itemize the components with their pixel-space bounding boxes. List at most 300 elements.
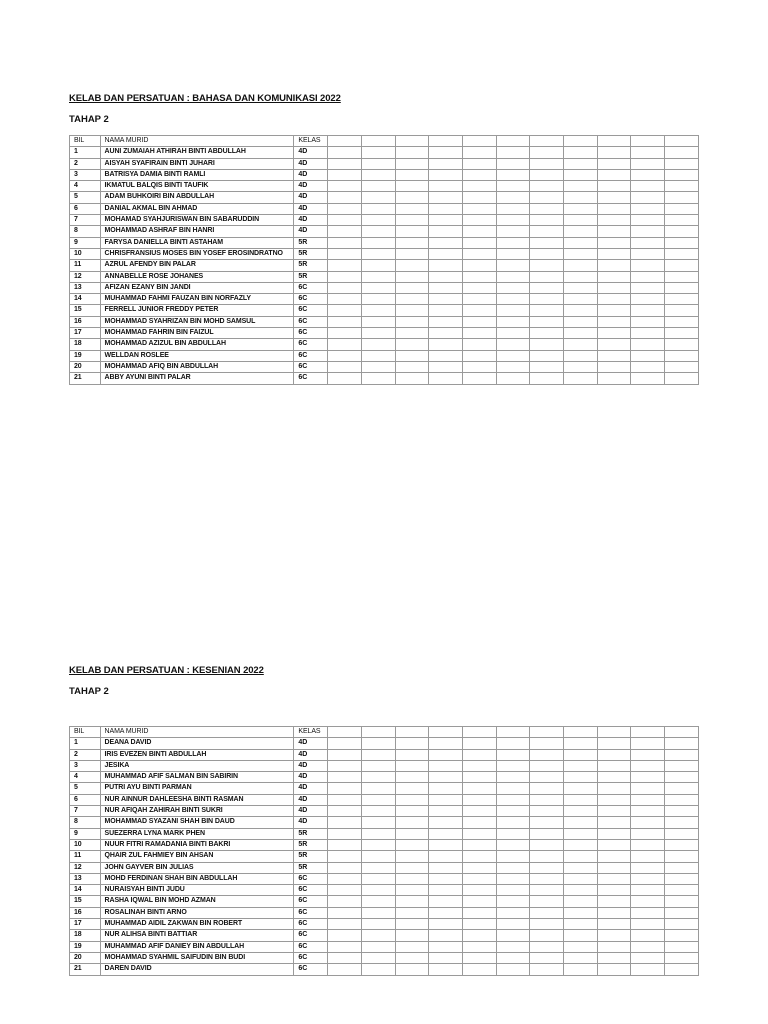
blank-cell xyxy=(496,851,530,862)
blank-cell xyxy=(462,817,496,828)
blank-cell xyxy=(462,248,496,259)
row-bil: 12 xyxy=(70,271,101,282)
blank-cell xyxy=(564,907,598,918)
blank-cell xyxy=(429,930,463,941)
blank-cell xyxy=(361,339,395,350)
blank-cell xyxy=(429,147,463,158)
blank-cell xyxy=(665,328,699,339)
blank-cell xyxy=(665,930,699,941)
blank-cell xyxy=(328,226,362,237)
blank-cell xyxy=(429,237,463,248)
blank-cell xyxy=(631,760,665,771)
blank-cell xyxy=(496,237,530,248)
blank-cell xyxy=(530,147,564,158)
blank-cell xyxy=(631,727,665,738)
blank-cell xyxy=(530,248,564,259)
blank-cell xyxy=(395,885,429,896)
blank-cell xyxy=(462,136,496,147)
blank-cell xyxy=(429,896,463,907)
row-bil: 19 xyxy=(70,941,101,952)
blank-cell xyxy=(328,215,362,226)
blank-cell xyxy=(530,952,564,963)
row-bil: 8 xyxy=(70,817,101,828)
row-bil: 17 xyxy=(70,919,101,930)
blank-cell xyxy=(462,226,496,237)
blank-cell xyxy=(564,896,598,907)
blank-cell xyxy=(496,806,530,817)
blank-cell xyxy=(530,169,564,180)
blank-cell xyxy=(496,828,530,839)
blank-cell xyxy=(597,226,631,237)
blank-cell xyxy=(361,806,395,817)
blank-cell xyxy=(361,361,395,372)
blank-cell xyxy=(429,350,463,361)
table-row xyxy=(70,817,699,828)
row-bil: 17 xyxy=(70,328,101,339)
blank-cell xyxy=(631,271,665,282)
blank-cell xyxy=(564,919,598,930)
row-nama-murid: NUR AINNUR DAHLEESHA BINTI RASMAN xyxy=(100,794,294,805)
blank-cell xyxy=(395,237,429,248)
blank-cell xyxy=(462,828,496,839)
header-row xyxy=(70,727,699,738)
blank-cell xyxy=(395,806,429,817)
table-row xyxy=(70,896,699,907)
blank-cell xyxy=(530,930,564,941)
blank-cell xyxy=(597,806,631,817)
blank-cell xyxy=(530,941,564,952)
row-bil: 12 xyxy=(70,862,101,873)
row-kelas: 4D xyxy=(294,147,328,158)
blank-cell xyxy=(564,828,598,839)
row-kelas: 4D xyxy=(294,783,328,794)
blank-cell xyxy=(462,839,496,850)
blank-cell xyxy=(361,896,395,907)
row-kelas: 4D xyxy=(294,794,328,805)
row-nama-murid: AZRUL AFENDY BIN PALAR xyxy=(100,260,294,271)
blank-cell xyxy=(665,862,699,873)
blank-cell xyxy=(597,271,631,282)
blank-cell xyxy=(429,181,463,192)
blank-cell xyxy=(496,907,530,918)
blank-cell xyxy=(496,271,530,282)
blank-cell xyxy=(462,147,496,158)
table-row xyxy=(70,907,699,918)
blank-cell xyxy=(496,839,530,850)
blank-cell xyxy=(462,964,496,975)
table-row xyxy=(70,294,699,305)
table-row xyxy=(70,361,699,372)
blank-cell xyxy=(597,181,631,192)
blank-cell xyxy=(530,305,564,316)
blank-cell xyxy=(564,237,598,248)
blank-cell xyxy=(530,828,564,839)
blank-cell xyxy=(395,169,429,180)
blank-cell xyxy=(462,215,496,226)
blank-cell xyxy=(328,794,362,805)
blank-cell xyxy=(631,839,665,850)
header-kelas: KELAS xyxy=(294,136,328,147)
blank-cell xyxy=(429,248,463,259)
section-kesenian xyxy=(69,665,699,976)
blank-cell xyxy=(429,373,463,384)
blank-cell xyxy=(429,828,463,839)
table-row xyxy=(70,215,699,226)
table-row xyxy=(70,919,699,930)
blank-cell xyxy=(631,794,665,805)
blank-cell xyxy=(496,339,530,350)
blank-cell xyxy=(361,271,395,282)
section-title: KELAB DAN PERSATUAN : KESENIAN 2022 xyxy=(69,665,264,676)
table-row xyxy=(70,806,699,817)
blank-cell xyxy=(328,203,362,214)
blank-cell xyxy=(395,158,429,169)
blank-cell xyxy=(429,305,463,316)
row-bil: 7 xyxy=(70,806,101,817)
blank-cell xyxy=(530,158,564,169)
blank-cell xyxy=(395,203,429,214)
blank-cell xyxy=(395,294,429,305)
blank-cell xyxy=(328,328,362,339)
row-kelas: 4D xyxy=(294,772,328,783)
blank-cell xyxy=(361,215,395,226)
blank-cell xyxy=(429,794,463,805)
row-bil: 10 xyxy=(70,248,101,259)
blank-cell xyxy=(631,907,665,918)
blank-cell xyxy=(564,248,598,259)
blank-cell xyxy=(597,203,631,214)
blank-cell xyxy=(597,316,631,327)
row-kelas: 6C xyxy=(294,907,328,918)
table-row xyxy=(70,862,699,873)
row-kelas: 5R xyxy=(294,862,328,873)
blank-cell xyxy=(361,305,395,316)
row-nama-murid: MOHAMMAD SYAHMIL SAIFUDIN BIN BUDI xyxy=(100,952,294,963)
blank-cell xyxy=(395,794,429,805)
row-kelas: 6C xyxy=(294,919,328,930)
blank-cell xyxy=(429,941,463,952)
table-row xyxy=(70,328,699,339)
table-row xyxy=(70,851,699,862)
blank-cell xyxy=(395,760,429,771)
blank-cell xyxy=(631,181,665,192)
blank-cell xyxy=(597,727,631,738)
blank-cell xyxy=(631,952,665,963)
row-nama-murid: ABBY AYUNI BINTI PALAR xyxy=(100,373,294,384)
row-bil: 10 xyxy=(70,839,101,850)
blank-cell xyxy=(361,952,395,963)
blank-cell xyxy=(361,181,395,192)
row-nama-murid: ROSALINAH BINTI ARNO xyxy=(100,907,294,918)
table-row xyxy=(70,271,699,282)
blank-cell xyxy=(530,350,564,361)
blank-cell xyxy=(564,316,598,327)
blank-cell xyxy=(631,316,665,327)
blank-cell xyxy=(631,169,665,180)
blank-cell xyxy=(564,783,598,794)
blank-cell xyxy=(462,806,496,817)
row-nama-murid: MUHAMMAD AIDIL ZAKWAN BIN ROBERT xyxy=(100,919,294,930)
blank-cell xyxy=(530,282,564,293)
table-row xyxy=(70,260,699,271)
row-nama-murid: DEANA DAVID xyxy=(100,738,294,749)
table-row xyxy=(70,350,699,361)
blank-cell xyxy=(530,862,564,873)
blank-cell xyxy=(597,749,631,760)
blank-cell xyxy=(597,885,631,896)
blank-cell xyxy=(597,862,631,873)
blank-cell xyxy=(631,896,665,907)
blank-cell xyxy=(496,817,530,828)
row-nama-murid: BATRISYA DAMIA BINTI RAMLI xyxy=(100,169,294,180)
blank-cell xyxy=(361,873,395,884)
blank-cell xyxy=(361,350,395,361)
blank-cell xyxy=(496,203,530,214)
blank-cell xyxy=(328,339,362,350)
blank-cell xyxy=(496,772,530,783)
blank-cell xyxy=(597,294,631,305)
blank-cell xyxy=(665,147,699,158)
blank-cell xyxy=(328,749,362,760)
row-bil: 18 xyxy=(70,339,101,350)
blank-cell xyxy=(665,896,699,907)
blank-cell xyxy=(361,158,395,169)
blank-cell xyxy=(429,839,463,850)
blank-cell xyxy=(462,192,496,203)
row-kelas: 6C xyxy=(294,361,328,372)
blank-cell xyxy=(530,738,564,749)
blank-cell xyxy=(328,806,362,817)
blank-cell xyxy=(462,896,496,907)
blank-cell xyxy=(665,885,699,896)
blank-cell xyxy=(429,316,463,327)
row-nama-murid: SUEZERRA LYNA MARK PHEN xyxy=(100,828,294,839)
blank-cell xyxy=(665,271,699,282)
blank-cell xyxy=(597,260,631,271)
blank-cell xyxy=(328,738,362,749)
blank-cell xyxy=(631,305,665,316)
blank-cell xyxy=(597,192,631,203)
blank-cell xyxy=(361,248,395,259)
blank-cell xyxy=(496,192,530,203)
blank-cell xyxy=(631,203,665,214)
row-bil: 15 xyxy=(70,305,101,316)
blank-cell xyxy=(496,350,530,361)
blank-cell xyxy=(328,839,362,850)
blank-cell xyxy=(564,339,598,350)
row-kelas: 5R xyxy=(294,839,328,850)
blank-cell xyxy=(564,817,598,828)
row-bil: 2 xyxy=(70,749,101,760)
row-kelas: 4D xyxy=(294,749,328,760)
row-kelas: 4D xyxy=(294,203,328,214)
blank-cell xyxy=(462,873,496,884)
blank-cell xyxy=(429,862,463,873)
blank-cell xyxy=(496,294,530,305)
blank-cell xyxy=(530,760,564,771)
blank-cell xyxy=(564,839,598,850)
blank-cell xyxy=(597,828,631,839)
blank-cell xyxy=(496,361,530,372)
row-kelas: 5R xyxy=(294,248,328,259)
blank-cell xyxy=(665,964,699,975)
blank-cell xyxy=(631,237,665,248)
blank-cell xyxy=(597,839,631,850)
row-nama-murid: AFIZAN EZANY BIN JANDI xyxy=(100,282,294,293)
row-kelas: 4D xyxy=(294,806,328,817)
table-row xyxy=(70,828,699,839)
row-nama-murid: NUR ALIHSA BINTI BATTIAR xyxy=(100,930,294,941)
row-bil: 8 xyxy=(70,226,101,237)
header-bil: BIL xyxy=(70,136,101,147)
row-nama-murid: MOHAMAD SYAHJURISWAN BIN SABARUDDIN xyxy=(100,215,294,226)
blank-cell xyxy=(462,169,496,180)
blank-cell xyxy=(462,907,496,918)
row-kelas: 6C xyxy=(294,350,328,361)
blank-cell xyxy=(429,817,463,828)
blank-cell xyxy=(395,181,429,192)
blank-cell xyxy=(631,226,665,237)
blank-cell xyxy=(328,772,362,783)
blank-cell xyxy=(328,760,362,771)
row-bil: 18 xyxy=(70,930,101,941)
blank-cell xyxy=(564,727,598,738)
blank-cell xyxy=(361,203,395,214)
row-kelas: 6C xyxy=(294,294,328,305)
blank-cell xyxy=(665,727,699,738)
blank-cell xyxy=(328,727,362,738)
blank-cell xyxy=(597,952,631,963)
blank-cell xyxy=(597,817,631,828)
blank-cell xyxy=(597,136,631,147)
blank-cell xyxy=(530,794,564,805)
row-kelas: 6C xyxy=(294,316,328,327)
blank-cell xyxy=(328,817,362,828)
blank-cell xyxy=(328,158,362,169)
header-bil: BIL xyxy=(70,727,101,738)
blank-cell xyxy=(496,260,530,271)
blank-cell xyxy=(395,919,429,930)
blank-cell xyxy=(328,248,362,259)
blank-cell xyxy=(530,806,564,817)
student-table xyxy=(69,726,699,976)
row-bil: 1 xyxy=(70,147,101,158)
header-nama-murid: NAMA MURID xyxy=(100,727,294,738)
blank-cell xyxy=(462,237,496,248)
blank-cell xyxy=(631,158,665,169)
row-kelas: 6C xyxy=(294,339,328,350)
table-row xyxy=(70,282,699,293)
blank-cell xyxy=(631,215,665,226)
blank-cell xyxy=(496,794,530,805)
blank-cell xyxy=(631,783,665,794)
blank-cell xyxy=(564,215,598,226)
blank-cell xyxy=(597,237,631,248)
blank-cell xyxy=(665,738,699,749)
blank-cell xyxy=(665,260,699,271)
row-bil: 5 xyxy=(70,783,101,794)
row-nama-murid: RASHA IQWAL BIN MOHD AZMAN xyxy=(100,896,294,907)
blank-cell xyxy=(361,783,395,794)
blank-cell xyxy=(665,316,699,327)
blank-cell xyxy=(665,941,699,952)
blank-cell xyxy=(530,919,564,930)
blank-cell xyxy=(395,851,429,862)
row-bil: 2 xyxy=(70,158,101,169)
blank-cell xyxy=(564,260,598,271)
blank-cell xyxy=(631,964,665,975)
table-row xyxy=(70,952,699,963)
row-nama-murid: MUHAMMAD FAHMI FAUZAN BIN NORFAZLY xyxy=(100,294,294,305)
header-kelas: KELAS xyxy=(294,727,328,738)
blank-cell xyxy=(597,851,631,862)
blank-cell xyxy=(530,783,564,794)
blank-cell xyxy=(665,952,699,963)
table-row xyxy=(70,181,699,192)
row-bil: 7 xyxy=(70,215,101,226)
row-kelas: 4D xyxy=(294,738,328,749)
blank-cell xyxy=(597,350,631,361)
blank-cell xyxy=(496,873,530,884)
blank-cell xyxy=(395,817,429,828)
blank-cell xyxy=(496,941,530,952)
table-row xyxy=(70,941,699,952)
blank-cell xyxy=(462,851,496,862)
blank-cell xyxy=(395,316,429,327)
blank-cell xyxy=(328,282,362,293)
blank-cell xyxy=(665,305,699,316)
blank-cell xyxy=(328,873,362,884)
row-nama-murid: MUHAMMAD AFIF DANIEY BIN ABDULLAH xyxy=(100,941,294,952)
blank-cell xyxy=(328,361,362,372)
blank-cell xyxy=(564,226,598,237)
blank-cell xyxy=(564,328,598,339)
blank-cell xyxy=(665,817,699,828)
blank-cell xyxy=(597,282,631,293)
blank-cell xyxy=(429,136,463,147)
blank-cell xyxy=(429,192,463,203)
blank-cell xyxy=(631,294,665,305)
blank-cell xyxy=(665,783,699,794)
blank-cell xyxy=(496,136,530,147)
blank-cell xyxy=(564,169,598,180)
blank-cell xyxy=(564,862,598,873)
blank-cell xyxy=(429,738,463,749)
blank-cell xyxy=(462,738,496,749)
table-row xyxy=(70,794,699,805)
blank-cell xyxy=(462,328,496,339)
blank-cell xyxy=(496,169,530,180)
blank-cell xyxy=(597,919,631,930)
row-kelas: 6C xyxy=(294,941,328,952)
blank-cell xyxy=(328,350,362,361)
row-bil: 19 xyxy=(70,350,101,361)
blank-cell xyxy=(429,885,463,896)
row-nama-murid: AUNI ZUMAIAH ATHIRAH BINTI ABDULLAH xyxy=(100,147,294,158)
blank-cell xyxy=(564,147,598,158)
table-row xyxy=(70,964,699,975)
blank-cell xyxy=(395,305,429,316)
blank-cell xyxy=(665,839,699,850)
blank-cell xyxy=(328,271,362,282)
blank-cell xyxy=(631,806,665,817)
blank-cell xyxy=(429,964,463,975)
blank-cell xyxy=(395,361,429,372)
blank-cell xyxy=(665,361,699,372)
row-nama-murid: DAREN DAVID xyxy=(100,964,294,975)
row-kelas: 6C xyxy=(294,964,328,975)
row-kelas: 6C xyxy=(294,328,328,339)
